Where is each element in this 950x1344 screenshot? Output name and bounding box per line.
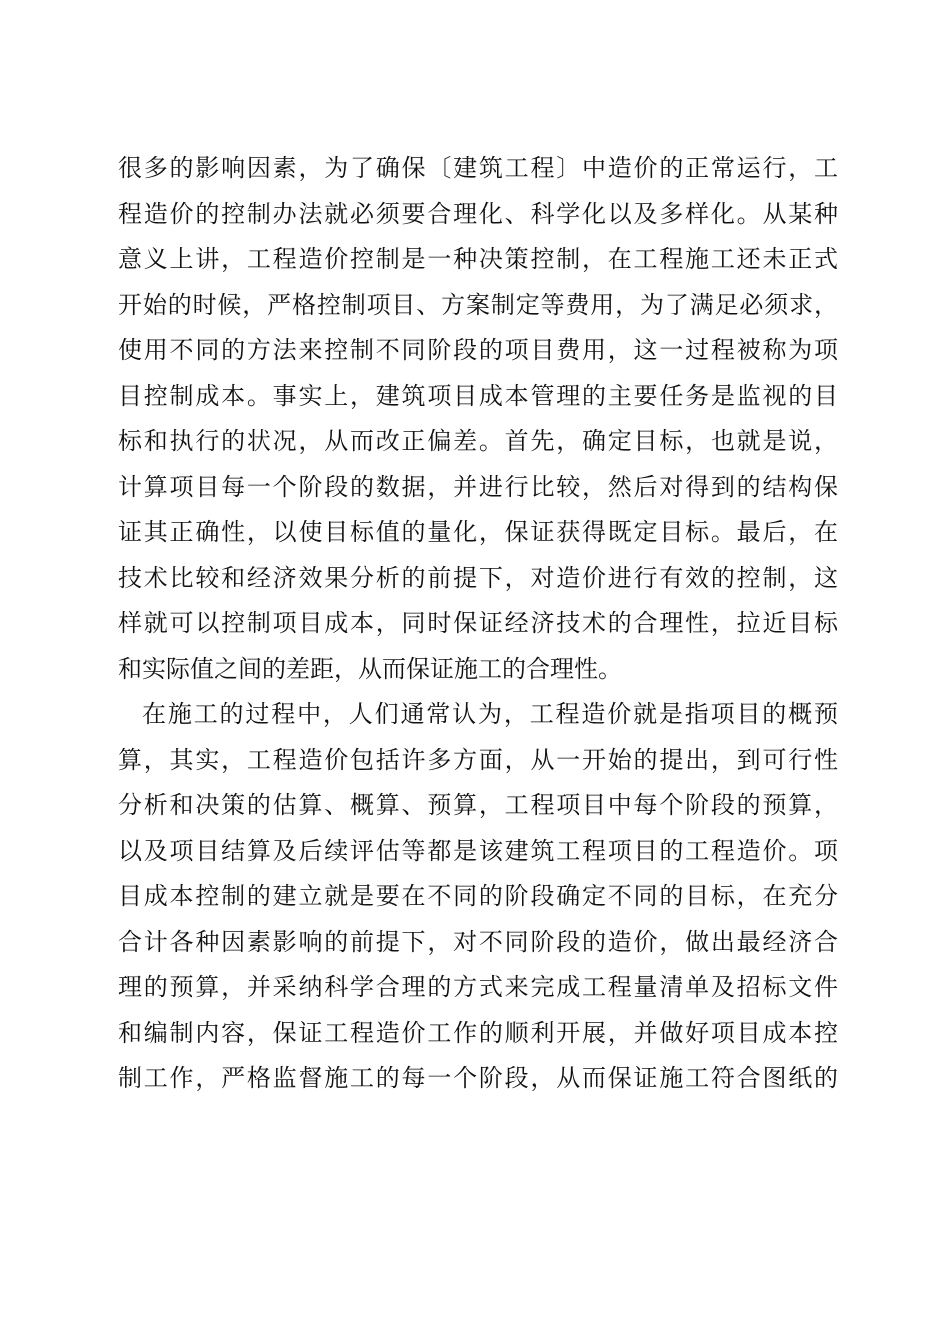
text-line: 制工作，严格监督施工的每一个阶段，从而保证施工符合图纸的 xyxy=(118,1064,838,1092)
text-line: 意义上讲，工程造价控制是一种决策控制，在工程施工还未正式 xyxy=(118,245,838,273)
text-line: 和编制内容，保证工程造价工作的顺利开展，并做好项目成本控 xyxy=(118,1018,838,1047)
text-line: 计算项目每一个阶段的数据，并进行比较，然后对得到的结构保 xyxy=(118,472,838,501)
text-line: 合计各种因素影响的前提下，对不同阶段的造价，做出最经济合 xyxy=(118,927,838,956)
text-line: 在施工的过程中，人们通常认为，工程造价就是指项目的概预 xyxy=(142,700,838,728)
text-line: 标和执行的状况，从而改正偏差。首先，确定目标，也就是说， xyxy=(118,427,838,455)
text-line: 程造价的控制办法就必须要合理化、科学化以及多样化。从某种 xyxy=(118,199,838,228)
paragraph-2 xyxy=(118,692,838,1102)
paragraph-1 xyxy=(118,146,838,692)
text-line: 使用不同的方法来控制不同阶段的项目费用，这一过程被称为项 xyxy=(118,336,838,364)
text-line: 证其正确性，以使目标值的量化，保证获得既定目标。最后，在 xyxy=(118,518,838,546)
text-line: 算，其实，工程造价包括许多方面，从一开始的提出，到可行性 xyxy=(118,745,838,774)
text-line: 样就可以控制项目成本，同时保证经济技术的合理性，拉近目标 xyxy=(118,609,838,637)
text-line: 以及项目结算及后续评估等都是该建筑工程项目的工程造价。项 xyxy=(118,836,838,865)
text-line: 目控制成本。事实上，建筑项目成本管理的主要任务是监视的目 xyxy=(118,381,838,410)
text-line: 开始的时候，严格控制项目、方案制定等费用，为了满足必须求， xyxy=(118,290,838,319)
body-text xyxy=(118,146,838,1102)
text-line: 分析和决策的估算、概算、预算，工程项目中每个阶段的预算， xyxy=(118,791,838,819)
text-line: 技术比较和经济效果分析的前提下，对造价进行有效的控制，这 xyxy=(118,563,838,592)
text-line: 理的预算，并采纳科学合理的方式来完成工程量清单及招标文件 xyxy=(118,973,838,1001)
text-line: 和实际值之间的差距，从而保证施工的合理性。 xyxy=(118,654,622,683)
text-line: 很多的影响因素，为了确保〔建筑工程〕中造价的正常运行，工 xyxy=(118,154,838,182)
text-line: 目成本控制的建立就是要在不同的阶段确定不同的目标，在充分 xyxy=(118,882,838,910)
